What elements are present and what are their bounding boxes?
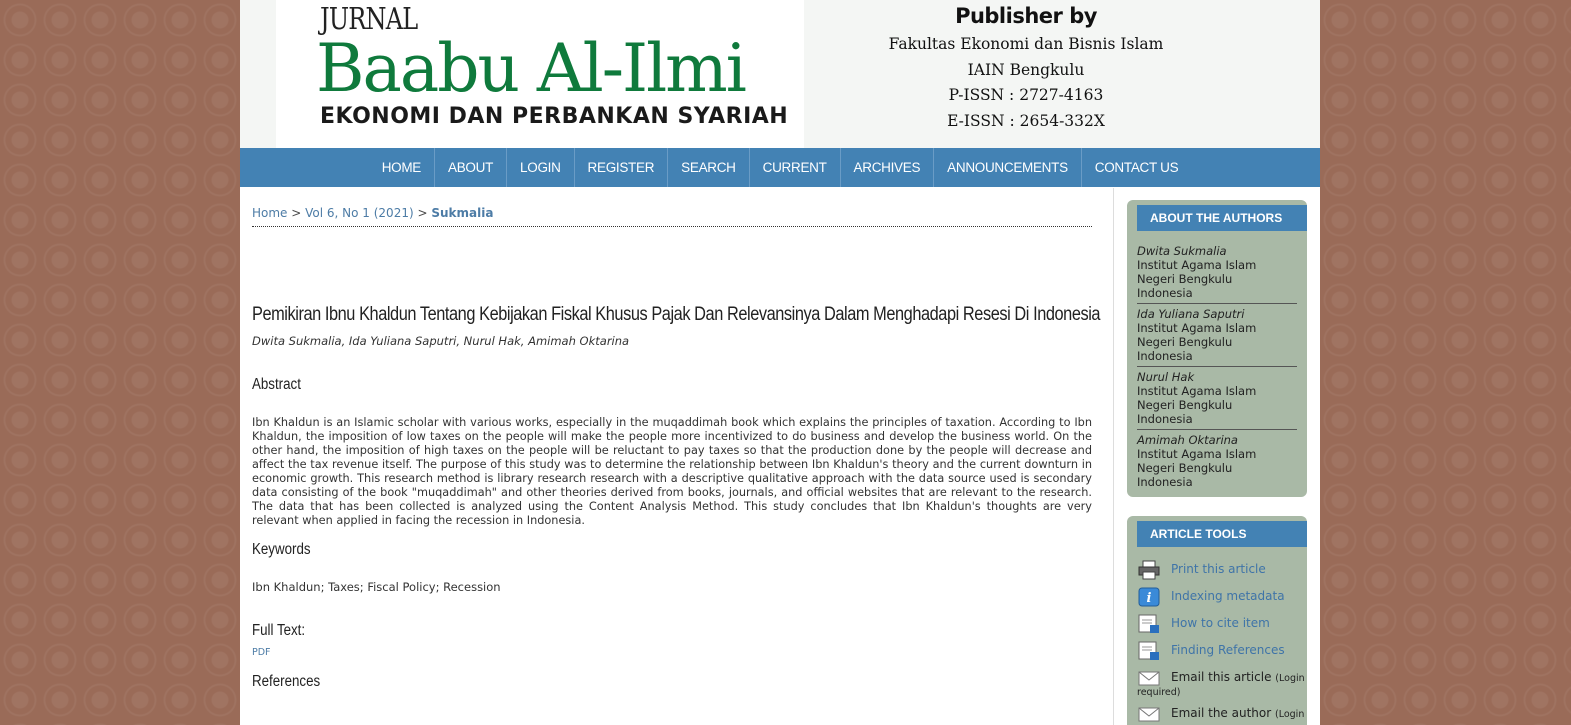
author-country: Indonesia bbox=[1137, 475, 1193, 489]
publisher-pissn: P-ISSN : 2727-4163 bbox=[948, 86, 1104, 104]
pdf-link[interactable]: PDF bbox=[252, 647, 271, 658]
cite-item-tool[interactable] bbox=[1137, 611, 1307, 638]
breadcrumb-home[interactable]: Home bbox=[252, 206, 288, 220]
author-affiliation: Institut Agama Islam Negeri Bengkulu bbox=[1137, 447, 1257, 475]
email-author-label: Email the author bbox=[1171, 706, 1272, 720]
nav-archives[interactable]: ARCHIVES bbox=[841, 148, 935, 187]
nav-register[interactable]: REGISTER bbox=[575, 148, 669, 187]
document-search-icon bbox=[1137, 641, 1161, 661]
breadcrumb-issue[interactable]: Vol 6, No 1 (2021) bbox=[305, 206, 414, 220]
breadcrumb bbox=[252, 206, 1092, 227]
email-author-tool[interactable] bbox=[1137, 701, 1307, 725]
login-required-note: (Login bbox=[1275, 709, 1305, 720]
author-country: Indonesia bbox=[1137, 412, 1193, 426]
email-article-link[interactable] bbox=[1171, 670, 1305, 684]
author-entry bbox=[1137, 304, 1297, 367]
print-article-tool[interactable] bbox=[1137, 557, 1307, 584]
indexing-metadata-link[interactable]: Indexing metadata bbox=[1171, 589, 1285, 603]
email-article-label: Email this article bbox=[1171, 670, 1272, 684]
indexing-metadata-tool[interactable] bbox=[1137, 584, 1307, 611]
main-nav bbox=[240, 148, 1320, 187]
nav-search[interactable]: SEARCH bbox=[668, 148, 749, 187]
nav-about[interactable]: ABOUT bbox=[435, 148, 507, 187]
author-entry bbox=[1137, 241, 1297, 304]
breadcrumb-current[interactable]: Sukmalia bbox=[431, 206, 494, 220]
author-entry bbox=[1137, 367, 1297, 430]
finding-references-link[interactable]: Finding References bbox=[1171, 643, 1285, 657]
keywords-heading: Keywords bbox=[252, 541, 311, 558]
author-name: Nurul Hak bbox=[1137, 370, 1195, 384]
author-name: Ida Yuliana Saputri bbox=[1137, 307, 1245, 321]
fulltext-heading: Full Text: bbox=[252, 622, 306, 639]
email-article-tool[interactable] bbox=[1137, 665, 1307, 692]
document-search-icon bbox=[1137, 614, 1161, 634]
logo-subtitle-text: EKONOMI DAN PERBANKAN SYARIAH bbox=[320, 104, 789, 129]
logo-jurnal-text: JURNAL bbox=[320, 2, 418, 37]
article-title: Pemikiran Ibnu Khaldun Tentang Kebijakan Fiskal Khusus Pajak Dan Relevansinya Dalam Menghadapi Resesi Di Indonesia bbox=[252, 304, 1101, 325]
article-authors: Dwita Sukmalia, Ida Yuliana Saputri, Nurul Hak, Amimah Oktarina bbox=[252, 334, 630, 348]
author-affiliation: Institut Agama Islam Negeri Bengkulu bbox=[1137, 258, 1257, 286]
abstract-text: Ibn Khaldun is an Islamic scholar with various works, especially in the muqaddimah book which explains the principles of taxation. According to Ibn Khaldun, the imposition of low taxes on the people will make the people more incentivized to do business and develop the business world. On the other hand, the imposition of high taxes on the people will be reluctant to pay taxes so that the production done by the people will decrease and affect the tax revenue itself. The purpose of this study was to determine the relationship between Ibn Khaldun's theory and the current downturn in economic growth. This research method is library research research with a descriptive qualitative approach with the data source used is secondary data consisting of the book "muqaddimah" and other theories derived from books, journals, and official websites that are relevant to the research. The data that has been collected is analyzed using the Content Analysis Method. This study concludes that Ibn Khaldun's thoughts are very relevant when applied in facing the recession in Indonesia. bbox=[252, 416, 1092, 527]
author-affiliation: Institut Agama Islam Negeri Bengkulu bbox=[1137, 384, 1257, 412]
nav-current[interactable]: CURRENT bbox=[750, 148, 841, 187]
publisher-title: Publisher by bbox=[955, 4, 1097, 28]
about-authors-block bbox=[1127, 200, 1307, 497]
author-country: Indonesia bbox=[1137, 349, 1193, 363]
logo-title-text: Baabu Al-Ilmi bbox=[316, 30, 745, 107]
finding-references-tool[interactable] bbox=[1137, 638, 1307, 665]
article-tools-block bbox=[1127, 516, 1307, 725]
references-heading: References bbox=[252, 673, 321, 690]
envelope-icon bbox=[1137, 668, 1161, 688]
site-header bbox=[240, 0, 1320, 148]
journal-logo[interactable] bbox=[276, 0, 804, 148]
article-tools-title: ARTICLE TOOLS bbox=[1137, 521, 1307, 547]
author-name: Dwita Sukmalia bbox=[1137, 244, 1227, 258]
print-article-link[interactable]: Print this article bbox=[1171, 562, 1266, 576]
keywords-text: Ibn Khaldun; Taxes; Fiscal Policy; Recession bbox=[252, 580, 501, 594]
nav-login[interactable]: LOGIN bbox=[507, 148, 575, 187]
cite-item-link[interactable]: How to cite item bbox=[1171, 616, 1270, 630]
author-name: Amimah Oktarina bbox=[1137, 433, 1238, 447]
publisher-eissn: E-ISSN : 2654-332X bbox=[947, 111, 1105, 130]
login-required-note-wrap: required) bbox=[1137, 687, 1181, 698]
author-country: Indonesia bbox=[1137, 286, 1193, 300]
abstract-heading: Abstract bbox=[252, 376, 301, 393]
info-icon bbox=[1137, 587, 1161, 607]
about-authors-title: ABOUT THE AUTHORS bbox=[1137, 205, 1307, 231]
breadcrumb-separator: > bbox=[287, 206, 306, 220]
email-author-link[interactable] bbox=[1171, 706, 1304, 720]
nav-home[interactable]: HOME bbox=[369, 148, 435, 187]
publisher-info bbox=[840, 2, 1212, 134]
login-required-note: (Login bbox=[1275, 673, 1305, 684]
breadcrumb-separator: > bbox=[413, 206, 432, 220]
nav-announcements[interactable]: ANNOUNCEMENTS bbox=[934, 148, 1082, 187]
page bbox=[240, 0, 1320, 725]
envelope-icon bbox=[1137, 704, 1161, 724]
printer-icon bbox=[1137, 560, 1161, 580]
publisher-institute: IAIN Bengkulu bbox=[967, 60, 1085, 79]
svg-text:i: i bbox=[1146, 591, 1152, 606]
nav-contact-us[interactable]: CONTACT US bbox=[1094, 160, 1179, 175]
publisher-faculty: Fakultas Ekonomi dan Bisnis Islam bbox=[888, 35, 1164, 53]
sidebar-divider bbox=[1113, 188, 1114, 725]
author-entry bbox=[1137, 430, 1297, 492]
author-affiliation: Institut Agama Islam Negeri Bengkulu bbox=[1137, 321, 1257, 349]
